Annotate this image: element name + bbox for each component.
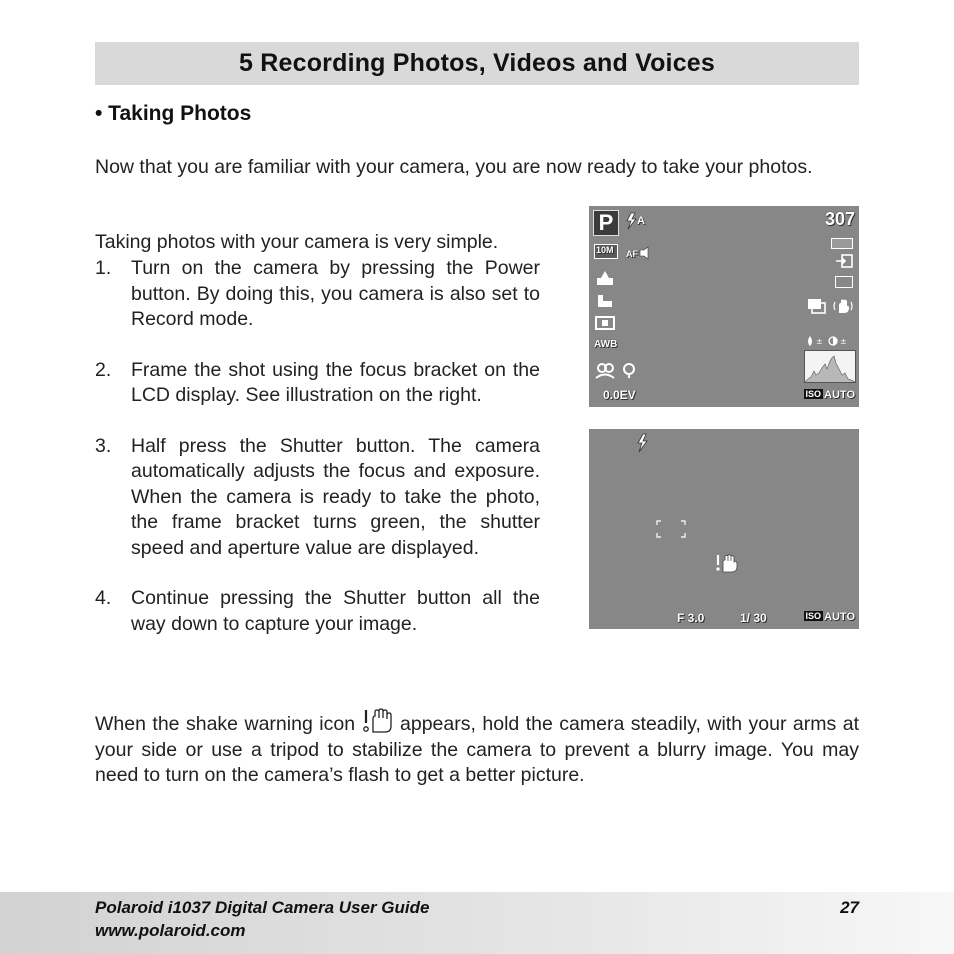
iso-value: AUTO [824, 611, 855, 623]
lead-sentence: Taking photos with your camera is very simple. [95, 231, 499, 253]
lcd-half-press-screen [589, 429, 859, 629]
face-detect-icon [594, 361, 616, 384]
scene-icon [595, 270, 615, 291]
exposure-value: 0.0EV [603, 388, 636, 402]
date-stamp-icon [835, 276, 853, 288]
drive-mode-icon [807, 298, 827, 319]
intro-paragraph: Now that you are familiar with your camera, you are now ready to take your photos. [95, 156, 813, 178]
section-title: • Taking Photos [95, 102, 252, 125]
flash-icon [635, 433, 649, 458]
step-number: 4. [95, 587, 112, 609]
battery-icon [831, 238, 853, 249]
shake-warning-paragraph [95, 708, 859, 789]
shake-warning-icon [715, 553, 739, 578]
iso-label: ISO [805, 611, 822, 621]
aperture-value: F 3.0 [677, 611, 705, 625]
step-1 [95, 256, 540, 333]
metering-icon [595, 316, 615, 335]
shots-remaining: 307 [824, 209, 855, 229]
guide-title: Polaroid i1037 Digital Camera User Guide [95, 898, 430, 917]
af-mode-icon [639, 246, 651, 265]
outro-text-before: When the shake warning icon [95, 713, 356, 735]
focus-bracket [656, 520, 686, 543]
shutter-speed-value: 1/ 30 [740, 611, 767, 625]
step-3 [95, 434, 540, 562]
step-number: 3. [95, 434, 112, 457]
iso-label: ISO [805, 389, 822, 399]
svg-text:±: ± [840, 337, 847, 346]
step-2 [95, 358, 540, 409]
flash-mode-label: A [637, 215, 645, 227]
storage-icon [835, 254, 853, 273]
step-text: Half press the Shutter button. The camera automatically adjusts the focus and exposure. When the camera is ready to take the photo, the frame bracket turns green, the shutter speed and aperture value are displayed. [131, 434, 540, 559]
mode-indicator: P [593, 210, 619, 236]
steps-list [95, 256, 540, 637]
lcd-preview-screen [589, 206, 859, 407]
macro-icon [620, 361, 638, 384]
chapter-header [95, 42, 859, 85]
svg-text:±: ± [816, 337, 823, 346]
anti-shake-icon [832, 298, 854, 319]
page-footer [0, 892, 954, 954]
af-label: AF [626, 249, 638, 259]
step-number: 2. [95, 358, 112, 381]
iso-value: AUTO [824, 389, 855, 401]
outro-text-after: appears, hold the camera steadily, with your arms at your side or use a tripod to stabilize the camera to prevent a blurry image. You may need to turn on the camera’s flash to get a better picture. [95, 713, 859, 786]
quality-icon [597, 294, 613, 313]
step-number: 1. [95, 257, 112, 279]
step-text: Continue pressing the Shutter button all the way down to capture your image. [131, 587, 540, 635]
iso-indicator [804, 611, 855, 623]
white-balance-label: AWB [594, 339, 618, 350]
step-4 [95, 586, 540, 637]
shake-warning-icon [362, 708, 394, 734]
page-number: 27 [840, 898, 859, 917]
chapter-title: 5 Recording Photos, Videos and Voices [238, 49, 716, 77]
step-text: Frame the shot using the focus bracket on the LCD display. See illustration on the right. [131, 358, 540, 406]
histogram [804, 350, 856, 383]
step-text: Turn on the camera by pressing the Power button. By doing this, you camera is also set to Record mode. [131, 257, 540, 330]
resolution-label: 10M [596, 245, 614, 255]
website-url: www.polaroid.com [95, 921, 246, 940]
iso-indicator [804, 389, 855, 401]
